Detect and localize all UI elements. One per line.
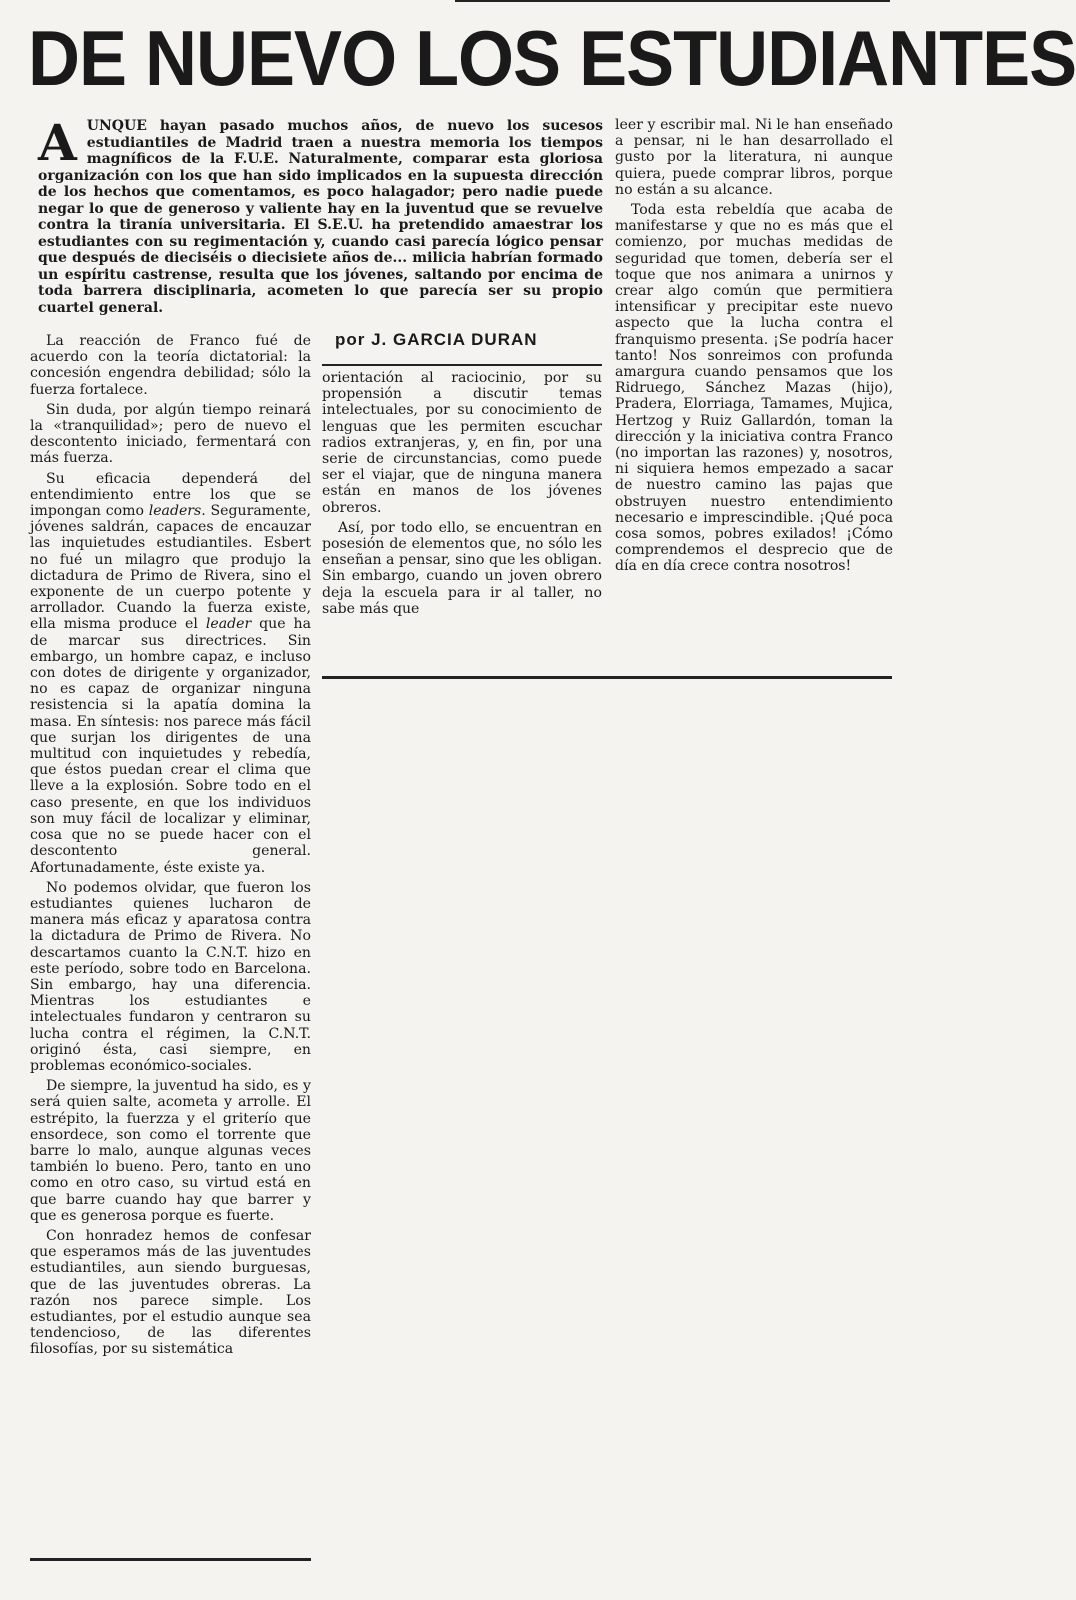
drop-cap: A [38, 113, 77, 172]
paragraph: No podemos olvidar, que fueron los estudiantes quienes lucharon de manera más eficaz y aparatosa contra la dictadura de Primo de Rivera. No descartamos cuanto la C.N.T. hizo en este período, sobre todo en Barcelona. Sin embargo, hay una diferencia. Mientras los estudiantes e intelectuales fundaron y centraron su lucha contra el régimen, la C.N.T. originó ésta, casi siempre, en problemas económico-sociales. [30, 879, 311, 1074]
top-rule [455, 0, 890, 2]
end-rule [322, 676, 892, 679]
lead-text: UNQUE hayan pasado muchos años, de nuevo los sucesos estudiantiles de Madrid traen a nuestra memoria los tiempos magníficos de la F.U.E. Naturalmente, comparar esta gloriosa organización con los que han sido implicados en la supuesta dirección de los hechos que comentamos, es poco halagador; pero nadie puede negar lo que de generoso y valiente hay en la juventud que se revuelve contra la tiranía universitaria. El S.E.U. ha pretendido amaestrar los estudiantes con su regimentación y, cuando casi parecía lógico pensar que después de dieciséis o diecisiete años de... milicia habrían formado un espíritu castrense, resulta que los jóvenes, saltando por encima de toda barrera disciplinaria, acometen lo que parecía ser su propio cuartel general. [38, 118, 603, 316]
lead-paragraph [38, 113, 603, 318]
italic-term: leaders [148, 503, 202, 520]
paragraph: De siempre, la juventud ha sido, es y será quien salte, acometa y arrolle. El estrépito, la fuerzza y el griterío que ensordece, son como el torrente que barre lo malo, aunque algunas veces también lo bueno. Pero, tanto en uno como en otro caso, su virtud está en que barre cuando hay que barrer y que es generosa porque es fuerte. [30, 1078, 311, 1224]
paragraph: Con honradez hemos de confesar que esperamos más de las juventudes estudiantiles, aun siendo burguesas, que de las juventudes obreras. La razón nos parece simple. Los estudiantes, por el estudio aunque sea tendencioso, de las diferentes filosofías, por su sistemática [30, 1227, 311, 1358]
paragraph [30, 471, 311, 876]
byline-rule [322, 364, 602, 366]
column-right [615, 117, 893, 672]
text-run: . Seguramente, jóvenes saldrán, capaces de encauzar las inquietudes estudiantiles. Esbert no fué un milagro que produjo la dictadura de Primo de Rivera, sino el exponente de un cuerpo potente y arrollador. Cuando la fuerza existe, ella misma produce el [30, 503, 312, 633]
paragraph: Sin duda, por algún tiempo reinará la «tranquilidad»; pero de nuevo el descontento iniciado, fermentará con más fuerza. [30, 401, 311, 467]
byline: por J. GARCIA DURAN [335, 330, 538, 349]
paragraph: Toda esta rebeldía que acaba de manifestarse y que no es más que el comienzo, por muchas medidas de seguridad que tomen, debería ser el toque que nos animara a unirnos y crear algo común que permitiera intensificar y precipitar este nuevo aspecto que la lucha contra el franquismo presenta. ¡Se podría hacer tanto! Nos sonreimos con profunda amargura cuando pensamos que los Ridruego, Sánchez Mazas (hijo), Pradera, Elorriaga, Tamames, Mujica, Hertzog y Ruiz Gallardón, toman la dirección y la iniciativa contra Franco (no importan las razones) y, nosotros, ni siquiera hemos empezado a sacar de nuestro camino las pajas que obstruyen nuestro entendimiento necesario e imprescindible. ¡Qué poca cosa somos, pobres exilados! ¡Cómo comprendemos el desprecio que de día en día crece contra nosotros! [615, 202, 893, 575]
end-rule [30, 1558, 311, 1561]
paragraph: Así, por todo ello, se encuentran en posesión de elementos que, no sólo les enseñan a pensar, sino que les obligan. Sin embargo, cuando un joven obrero deja la escuela para ir al taller, no sabe más que [322, 519, 602, 617]
text-run: Su eficacia dependerá del entendimiento entre los que se impongan como [30, 470, 311, 520]
paragraph: leer y escribir mal. Ni le han enseñado a pensar, ni le han desarrollado el gusto por la literatura, ni aunque quiera, puede comprar libros, porque no están a su alcance. [615, 117, 893, 198]
italic-term: leader [205, 616, 252, 633]
text-run: que ha de marcar sus directrices. Sin embargo, un hombre capaz, e incluso con dotes de dirigente y organizador, no es capaz de organizar ninguna resistencia si la apatía domina la masa. En síntesis: nos parece más fácil que surjan los dirigentes de una multitud con inquietudes y rebedía, que éstos puedan crear el clima que lleve a la explosión. Sobre todo en el caso presente, en que los individuos son muy fácil de localizar y eliminar, cosa que no se puede hacer con el descontento general. Afortunadamente, éste existe ya. [30, 616, 312, 876]
column-left [30, 333, 311, 1548]
paragraph: La reacción de Franco fué de acuerdo con la teoría dictatorial: la concesión engendra debilidad; sólo la fuerza fortalece. [30, 333, 311, 398]
headline: DE NUEVO LOS ESTUDIANTES [28, 15, 1076, 103]
paragraph: orientación al raciocinio, por su propensión a discutir temas intelectuales, por su conocimiento de lenguas que les permiten escuchar radios extranjeras, y, en fin, por una serie de circunstancias, como puede ser el viajar, que de ninguna manera están en manos de los jóvenes obreros. [322, 370, 602, 516]
column-middle [322, 370, 602, 665]
